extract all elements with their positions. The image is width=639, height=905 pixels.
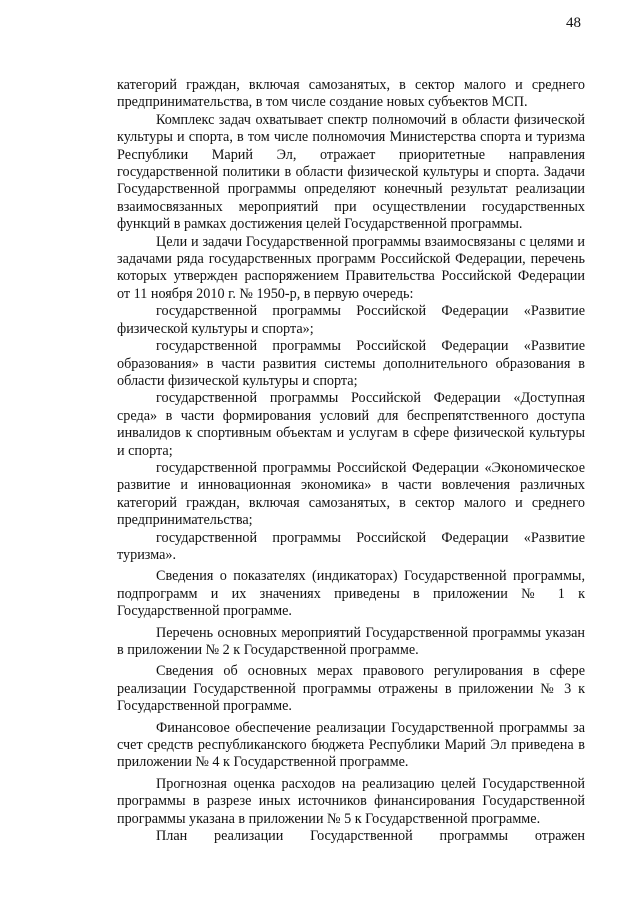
document-body — [117, 77, 585, 845]
paragraph-scope-of-tasks: Комплекс задач охватывает спектр полномочий в области физической культуры и спорта, в том числе полномочия Министерства спорта и туризма Республики Марий Эл, отражает приоритетные направления государственной политики в области физической культуры и спорта. Задачи Государственной программы определяют конечный результат реализации взаимосвязанных мероприятий при осуществлении государственных функций в рамках достижения целей Государственной программы. — [117, 111, 585, 233]
list-item-tourism-program: государственной программы Российской Федерации «Развитие туризма». — [117, 529, 585, 563]
paragraph-implementation-plan: План реализации Государственной программы отражен — [156, 828, 585, 845]
paragraph-expense-forecast-appendix: Прогнозная оценка расходов на реализацию целей Государственной программы в разрезе иных источников финансирования Государственной программы указана в приложении № 5 к Государственной программе. — [117, 775, 585, 827]
paragraph-goals-linkage: Цели и задачи Государственной программы взаимосвязаны с целями и задачами ряда государственных программ Российской Федерации, перечень которых утвержден распоряжением Правительства Российской Федерации от 11 ноября 2010 г. № 1950-р, в первую очередь: — [117, 233, 585, 302]
paragraph-measures-appendix: Перечень основных мероприятий Государственной программы указан в приложении № 2 к Государственной программе. — [117, 624, 585, 658]
list-item-accessible-environment-program: государственной программы Российской Федерации «Доступная среда» в части формирования условий для беспрепятственного доступа инвалидов к спортивным объектам и услугам в сфере физической культуры и спорта; — [117, 390, 585, 459]
list-item-economic-development-program: государственной программы Российской Федерации «Экономическое развитие и инновационная экономика» в части вовлечения различных категорий граждан, включая самозанятых, в сектор малого и среднего предпринимательства; — [117, 459, 585, 529]
paragraph-continuation: категорий граждан, включая самозанятых, в сектор малого и среднего предпринимательства, в том числе создание новых субъектов МСП. — [117, 77, 585, 111]
paragraph-financing-appendix: Финансовое обеспечение реализации Государственной программы за счет средств республиканского бюджета Республики Марий Эл приведена в приложении № 4 к Государственной программе. — [117, 719, 585, 771]
paragraph-legal-regulation-appendix: Сведения об основных мерах правового регулирования в сфере реализации Государственной программы отражены в приложении № 3 к Государственной программе. — [117, 663, 585, 715]
paragraph-indicators-appendix: Сведения о показателях (индикаторах) Государственной программы, подпрограмм и их значениях приведены в приложении № 1 к Государственной программе. — [117, 568, 585, 620]
list-item-sport-program: государственной программы Российской Федерации «Развитие физической культуры и спорта»; — [117, 303, 585, 337]
list-item-education-program: государственной программы Российской Федерации «Развитие образования» в части развития системы дополнительного образования в области физической культуры и спорта; — [117, 338, 585, 389]
page-number: 48 — [566, 15, 581, 31]
